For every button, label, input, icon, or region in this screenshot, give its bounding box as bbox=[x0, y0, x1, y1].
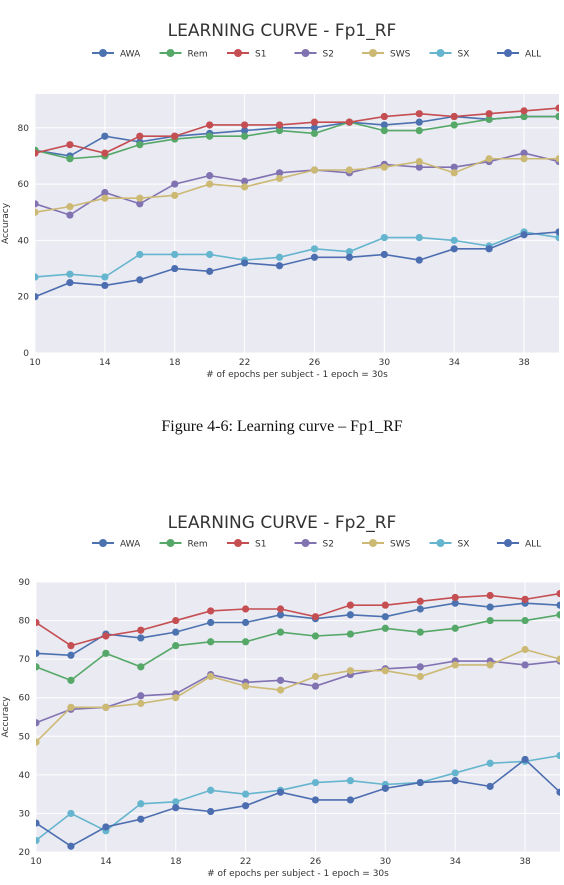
data-point-sws bbox=[555, 155, 562, 162]
data-point-sws bbox=[346, 166, 353, 173]
data-point-s1 bbox=[486, 110, 493, 117]
y-tick-label: 20 bbox=[18, 848, 30, 858]
x-tick-label: 38 bbox=[518, 358, 530, 368]
y-tick-label: 20 bbox=[17, 292, 29, 303]
data-point-s1 bbox=[416, 110, 423, 117]
y-tick-label: 60 bbox=[18, 693, 30, 704]
data-point-sws bbox=[207, 673, 214, 680]
data-point-all bbox=[171, 265, 178, 272]
x-tick-label: 26 bbox=[309, 857, 322, 867]
data-point-sws bbox=[416, 158, 423, 165]
data-point-rem bbox=[136, 141, 143, 148]
data-point-rem bbox=[555, 113, 562, 120]
x-tick-label: 30 bbox=[378, 358, 391, 368]
data-point-rem bbox=[487, 617, 494, 624]
data-point-sws bbox=[206, 180, 213, 187]
data-point-sws bbox=[487, 661, 494, 668]
data-point-s1 bbox=[382, 602, 389, 609]
data-point-s1 bbox=[276, 121, 283, 128]
data-point-all bbox=[487, 783, 494, 790]
legend-marker-s1 bbox=[234, 539, 242, 547]
legend-marker-s1 bbox=[234, 49, 242, 57]
data-point-rem bbox=[347, 630, 354, 637]
data-point-all bbox=[136, 276, 143, 283]
data-point-s1 bbox=[207, 607, 214, 614]
data-point-rem bbox=[67, 677, 74, 684]
data-point-awa bbox=[242, 619, 249, 626]
data-point-s1 bbox=[32, 619, 39, 626]
data-point-sx bbox=[66, 271, 73, 278]
legend-label-s1: S1 bbox=[255, 49, 267, 60]
data-point-rem bbox=[451, 121, 458, 128]
data-point-sx bbox=[242, 791, 249, 798]
data-point-awa bbox=[32, 650, 39, 657]
data-point-rem bbox=[312, 632, 319, 639]
x-tick-label: 26 bbox=[308, 358, 321, 368]
data-point-s2 bbox=[417, 663, 424, 670]
x-tick-label: 14 bbox=[100, 857, 112, 867]
data-point-s2 bbox=[277, 677, 284, 684]
data-point-s1 bbox=[347, 602, 354, 609]
data-point-rem bbox=[172, 642, 179, 649]
data-point-all bbox=[137, 816, 144, 823]
x-tick-label: 14 bbox=[99, 358, 111, 368]
data-point-sws bbox=[312, 673, 319, 680]
data-point-all bbox=[312, 796, 319, 803]
data-point-sws bbox=[241, 183, 248, 190]
data-point-awa bbox=[416, 119, 423, 126]
data-point-sx bbox=[451, 237, 458, 244]
plot-background bbox=[35, 94, 559, 353]
chart-title: LEARNING CURVE - Fp1_RF bbox=[167, 21, 397, 41]
data-point-awa bbox=[487, 603, 494, 610]
data-point-s1 bbox=[346, 119, 353, 126]
data-point-awa bbox=[347, 611, 354, 618]
data-point-sws bbox=[66, 203, 73, 210]
x-tick-label: 22 bbox=[238, 358, 251, 368]
data-point-s2 bbox=[66, 211, 73, 218]
data-point-s1 bbox=[277, 605, 284, 612]
legend-label-s2: S2 bbox=[322, 539, 334, 550]
legend-marker-all bbox=[504, 539, 512, 547]
data-point-s1 bbox=[31, 150, 38, 157]
data-point-all bbox=[311, 254, 318, 261]
data-point-sws bbox=[32, 738, 39, 745]
chart-title: LEARNING CURVE - Fp2_RF bbox=[167, 513, 397, 533]
legend-label-rem: Rem bbox=[187, 49, 208, 60]
legend-label-sx: SX bbox=[457, 539, 470, 550]
data-point-s1 bbox=[66, 141, 73, 148]
data-point-s1 bbox=[417, 598, 424, 605]
y-tick-label: 0 bbox=[23, 349, 29, 359]
data-point-s2 bbox=[312, 683, 319, 690]
data-point-s1 bbox=[556, 590, 563, 597]
data-point-sx bbox=[31, 273, 38, 280]
data-point-sws bbox=[276, 175, 283, 182]
x-tick-label: 34 bbox=[449, 857, 461, 867]
x-tick-label: 38 bbox=[519, 857, 531, 867]
x-tick-label: 34 bbox=[448, 358, 460, 368]
data-point-all bbox=[66, 279, 73, 286]
data-point-sx bbox=[312, 779, 319, 786]
data-point-awa bbox=[556, 602, 563, 609]
data-point-all bbox=[102, 823, 109, 830]
data-point-s2 bbox=[206, 172, 213, 179]
data-point-s1 bbox=[520, 107, 527, 114]
y-axis-label: Accuracy bbox=[1, 202, 11, 245]
data-point-s1 bbox=[381, 113, 388, 120]
data-point-sws bbox=[417, 673, 424, 680]
data-point-rem bbox=[32, 663, 39, 670]
data-point-all bbox=[276, 262, 283, 269]
data-point-s1 bbox=[171, 133, 178, 140]
data-point-awa bbox=[137, 634, 144, 641]
x-axis-label: # of epochs per subject - 1 epoch = 30s bbox=[207, 869, 389, 879]
data-point-sws bbox=[31, 209, 38, 216]
data-point-sws bbox=[381, 164, 388, 171]
y-tick-label: 70 bbox=[18, 655, 30, 666]
data-point-all bbox=[486, 245, 493, 252]
legend-label-rem: Rem bbox=[187, 539, 208, 550]
legend-label-s1: S1 bbox=[255, 539, 267, 550]
data-point-s1 bbox=[241, 121, 248, 128]
legend-label-all: ALL bbox=[525, 539, 542, 550]
data-point-sx bbox=[206, 251, 213, 258]
data-point-all bbox=[67, 843, 74, 850]
data-point-all bbox=[207, 808, 214, 815]
data-point-rem bbox=[381, 127, 388, 134]
data-point-sws bbox=[452, 661, 459, 668]
learning-curve-fp2-svg bbox=[0, 500, 564, 885]
data-point-s1 bbox=[521, 596, 528, 603]
data-point-sws bbox=[521, 646, 528, 653]
figure-caption: Figure 4-6: Learning curve – Fp1_RF bbox=[161, 418, 403, 435]
data-point-all bbox=[172, 804, 179, 811]
legend-label-s2: S2 bbox=[322, 49, 334, 60]
data-point-sws bbox=[136, 195, 143, 202]
data-point-s1 bbox=[242, 605, 249, 612]
data-point-sx bbox=[416, 234, 423, 241]
data-point-sx bbox=[137, 800, 144, 807]
data-point-awa bbox=[207, 619, 214, 626]
data-point-s1 bbox=[311, 119, 318, 126]
data-point-s2 bbox=[521, 661, 528, 668]
data-point-all bbox=[242, 802, 249, 809]
learning-curve-fp1-chart bbox=[0, 0, 564, 385]
y-tick-label: 90 bbox=[18, 578, 30, 588]
data-point-sws bbox=[137, 700, 144, 707]
y-tick-label: 50 bbox=[18, 732, 30, 743]
data-point-rem bbox=[206, 133, 213, 140]
x-tick-label: 18 bbox=[170, 857, 182, 867]
legend-label-sx: SX bbox=[457, 49, 470, 60]
data-point-all bbox=[417, 779, 424, 786]
legend-marker-awa bbox=[99, 539, 107, 547]
data-point-s2 bbox=[137, 692, 144, 699]
data-point-all bbox=[31, 293, 38, 300]
legend-marker-all bbox=[504, 49, 512, 57]
learning-curve-fp1-svg bbox=[0, 0, 564, 385]
data-point-sws bbox=[102, 704, 109, 711]
legend-marker-s2 bbox=[302, 539, 310, 547]
data-point-awa bbox=[67, 652, 74, 659]
data-point-s1 bbox=[452, 594, 459, 601]
data-point-s1 bbox=[451, 113, 458, 120]
data-point-sws bbox=[382, 667, 389, 674]
legend-marker-rem bbox=[167, 49, 175, 57]
data-point-sx bbox=[207, 787, 214, 794]
data-point-all bbox=[241, 259, 248, 266]
data-point-sws bbox=[556, 656, 563, 663]
data-point-awa bbox=[172, 629, 179, 636]
data-point-sws bbox=[451, 169, 458, 176]
data-point-rem bbox=[66, 155, 73, 162]
data-point-sws bbox=[347, 667, 354, 674]
y-tick-label: 40 bbox=[18, 770, 30, 781]
y-tick-label: 30 bbox=[18, 809, 30, 820]
data-point-awa bbox=[417, 605, 424, 612]
data-point-all bbox=[206, 268, 213, 275]
data-point-sws bbox=[172, 694, 179, 701]
data-point-sx bbox=[347, 777, 354, 784]
legend-label-sws: SWS bbox=[390, 539, 411, 550]
legend-marker-sws bbox=[369, 49, 377, 57]
legend-marker-s2 bbox=[302, 49, 310, 57]
x-axis-label: # of epochs per subject - 1 epoch = 30s bbox=[206, 370, 388, 380]
legend-label-sws: SWS bbox=[390, 49, 411, 60]
data-point-all bbox=[277, 789, 284, 796]
data-point-sws bbox=[242, 683, 249, 690]
x-tick-label: 30 bbox=[379, 857, 392, 867]
data-point-rem bbox=[556, 611, 563, 618]
data-point-s1 bbox=[206, 121, 213, 128]
data-point-sx bbox=[171, 251, 178, 258]
x-tick-label: 22 bbox=[239, 857, 252, 867]
data-point-sws bbox=[311, 166, 318, 173]
data-point-sx bbox=[67, 810, 74, 817]
legend-label-awa: AWA bbox=[120, 49, 141, 60]
data-point-sx bbox=[452, 769, 459, 776]
data-point-sx bbox=[311, 245, 318, 252]
data-point-rem bbox=[417, 629, 424, 636]
data-point-s1 bbox=[487, 592, 494, 599]
data-point-s1 bbox=[102, 632, 109, 639]
y-tick-label: 60 bbox=[17, 180, 29, 191]
data-point-all bbox=[521, 756, 528, 763]
legend-label-awa: AWA bbox=[120, 539, 141, 550]
data-point-rem bbox=[311, 130, 318, 137]
data-point-sws bbox=[67, 704, 74, 711]
y-tick-label: 80 bbox=[17, 123, 29, 134]
data-point-s1 bbox=[172, 617, 179, 624]
data-point-awa bbox=[382, 613, 389, 620]
legend-marker-sx bbox=[437, 539, 445, 547]
data-point-sx bbox=[136, 251, 143, 258]
data-point-all bbox=[555, 228, 562, 235]
legend-marker-awa bbox=[99, 49, 107, 57]
data-point-rem bbox=[277, 629, 284, 636]
x-tick-label: 10 bbox=[30, 857, 42, 867]
data-point-s2 bbox=[31, 200, 38, 207]
data-point-sws bbox=[171, 192, 178, 199]
data-point-all bbox=[346, 254, 353, 261]
data-point-rem bbox=[242, 638, 249, 645]
data-point-rem bbox=[521, 617, 528, 624]
data-point-s1 bbox=[555, 104, 562, 111]
data-point-all bbox=[452, 777, 459, 784]
data-point-sx bbox=[556, 752, 563, 759]
data-point-s1 bbox=[101, 150, 108, 157]
data-point-all bbox=[382, 785, 389, 792]
data-point-s2 bbox=[32, 719, 39, 726]
y-tick-label: 40 bbox=[17, 236, 29, 247]
y-tick-label: 80 bbox=[18, 616, 30, 627]
legend-marker-rem bbox=[167, 539, 175, 547]
data-point-s1 bbox=[67, 642, 74, 649]
data-point-rem bbox=[382, 625, 389, 632]
data-point-rem bbox=[102, 650, 109, 657]
data-point-sws bbox=[277, 686, 284, 693]
data-point-all bbox=[451, 245, 458, 252]
data-point-sx bbox=[101, 273, 108, 280]
legend-label-all: ALL bbox=[525, 49, 542, 60]
data-point-awa bbox=[101, 133, 108, 140]
data-point-all bbox=[101, 282, 108, 289]
data-point-s2 bbox=[171, 180, 178, 187]
legend-marker-sx bbox=[437, 49, 445, 57]
data-point-all bbox=[556, 789, 563, 796]
data-point-sx bbox=[32, 837, 39, 844]
data-point-all bbox=[32, 819, 39, 826]
data-point-all bbox=[381, 251, 388, 258]
x-tick-label: 18 bbox=[169, 358, 181, 368]
x-tick-label: 10 bbox=[29, 358, 41, 368]
data-point-rem bbox=[452, 625, 459, 632]
legend-marker-sws bbox=[369, 539, 377, 547]
data-point-sws bbox=[520, 155, 527, 162]
data-point-rem bbox=[416, 127, 423, 134]
data-point-all bbox=[347, 796, 354, 803]
data-point-rem bbox=[207, 638, 214, 645]
data-point-s1 bbox=[137, 627, 144, 634]
y-axis-label: Accuracy bbox=[1, 696, 11, 738]
data-point-rem bbox=[137, 663, 144, 670]
data-point-sx bbox=[381, 234, 388, 241]
data-point-rem bbox=[241, 133, 248, 140]
data-point-s1 bbox=[136, 133, 143, 140]
data-point-sws bbox=[486, 155, 493, 162]
data-point-all bbox=[416, 256, 423, 263]
learning-curve-fp2-chart bbox=[0, 500, 564, 885]
data-point-s1 bbox=[312, 613, 319, 620]
data-point-sws bbox=[101, 195, 108, 202]
data-point-sx bbox=[487, 760, 494, 767]
data-point-sx bbox=[276, 254, 283, 261]
data-point-all bbox=[520, 231, 527, 238]
